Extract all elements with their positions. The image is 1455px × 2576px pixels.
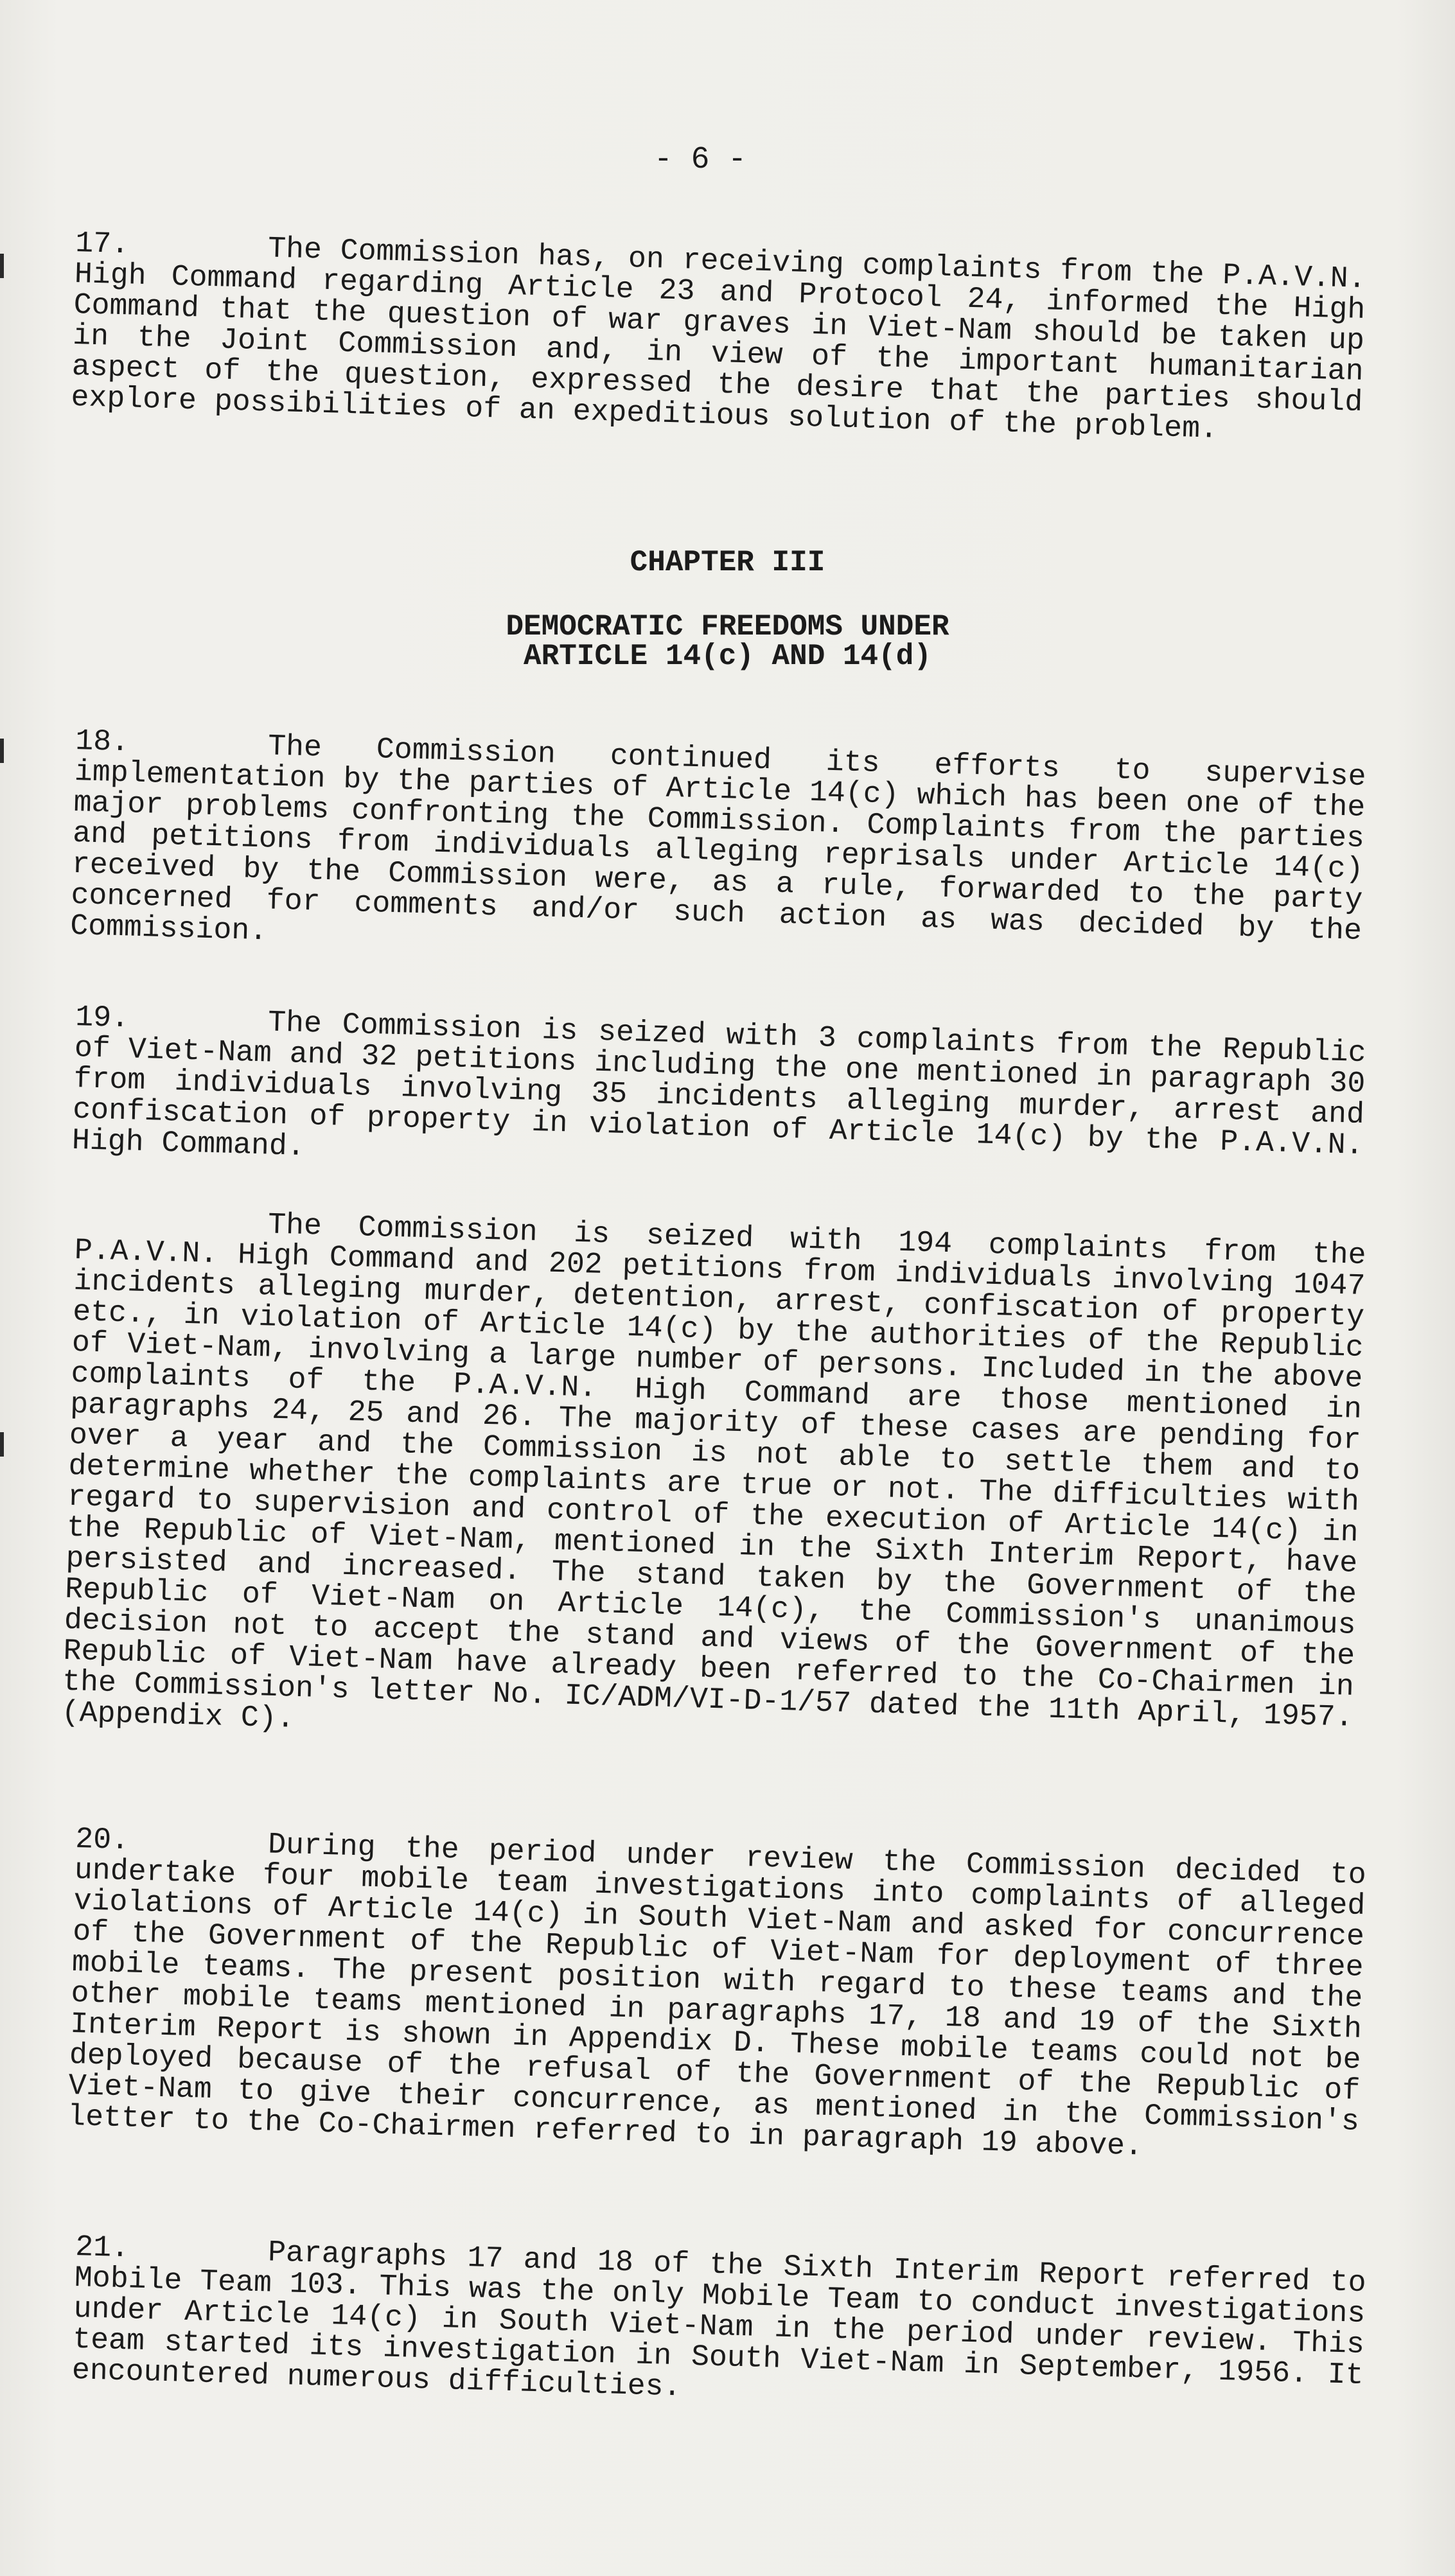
paragraph-text: During the period under review the Commission decided to undertake four mobile team investigations into complaints of alleged violations of Article 14(c) in South Viet-Nam and asked for concurrence of the Government of the Republic of Viet-Nam for deployment of three mobile teams. The present position with regard to these teams and the other mobile teams mentioned in paragraphs 17, 18 and 19 of the Sixth Interim Report is shown in Appendix D. These mobile teams could not be deployed because of the refusal of the Government of the Republic of Viet-Nam to give their concurrence, as mentioned in the Commission's letter to the Co-Chairmen referred to in paragraph 19 above. <box>67 1827 1367 2164</box>
paragraph-number: 21. <box>75 2230 130 2266</box>
paragraph-number: 19. <box>75 1000 130 1036</box>
chapter-title-line-2: ARTICLE 14(c) AND 14(d) <box>524 640 931 673</box>
paragraph-number: 17. <box>75 226 130 262</box>
paragraph-19 <box>71 1002 1366 1192</box>
paragraph-21 <box>71 2232 1366 2422</box>
paragraph-19-continued <box>61 1204 1366 1764</box>
paragraph-text: The Commission continued its efforts to supervise implementation by the parties of Article 14(c) which has been one of the major problems confronting the Commission. Complaints from the parties and petitions from individuals alleging reprisals under Article 14(c) received by the Commission were, as a rule, forwarded to the party concerned for comments and/or such action as was decided by the Commission. <box>69 729 1367 949</box>
paragraph-18 <box>70 726 1367 977</box>
paragraph-text: Paragraphs 17 and 18 of the Sixth Interim Report referred to Mobile Team 103. This was the only Mobile Team to conduct investigations under Article 14(c) in South Viet-Nam in the period under review. This team started its investigation in South Viet-Nam in September, 1956. It encountered numerous difficulties. <box>71 2235 1367 2405</box>
binding-mark <box>0 1432 4 1457</box>
chapter-label: CHAPTER III <box>630 546 825 579</box>
paragraph-17 <box>71 228 1366 449</box>
binding-mark <box>0 739 4 763</box>
binding-mark <box>0 254 4 278</box>
chapter-title-line-1: DEMOCRATIC FREEDOMS UNDER <box>506 610 949 644</box>
paragraph-text: The Commission is seized with 194 complaints from the P.A.V.N. High Command and 202 petitions from individuals involving 1047 incidents alleging murder, detention, arrest, confiscation of property etc., in violation of Article 14(c) by the authorities of the Republic of Viet-Nam, involving a large number of persons. Included in the above complaints of the P.A.V.N. High Command are those mentioned in paragraphs 24, 25 and 26. The majority of these cases are pending for over a year and the Commission is not able to settle them and to determine whether the complaints are true or not. The difficulties with regard to supervision and control of the execution of Article 14(c) in the Republic of Viet-Nam, mentioned in the Sixth Interim Report, have persisted and increased. The stand taken by the Government of the Republic of Viet-Nam on Article 14(c), the Commission's unanimous decision not to accept the stand and views of the Government of the Republic of Viet-Nam have already been referred to the Co-Chairmen in the Commission's letter No. IC/ADM/VI-D-1/57 dated the 11th April, 1957. (Appendix C). <box>61 1207 1367 1736</box>
paragraph-20 <box>67 1824 1367 2168</box>
paragraph-text: The Commission has, on receiving complaints from the P.A.V.N. High Command regarding Article 23 and Protocol 24, informed the High Command that the question of war graves in Viet-Nam should be taken up in the Joint Commission and, in view of the important humanitarian aspect of the question, expressed the desire that the parties should explore possibilities of an expeditious solution of the problem. <box>70 231 1367 446</box>
paragraph-text: The Commission is seized with 3 complaints from the Republic of Viet-Nam and 32 petitions including the one mentioned in paragraph 30 from individuals involving 35 incidents alleging murder, arrest and confiscation of property in violation of Article 14(c) by the P.A.V.N. High Command. <box>71 1005 1367 1164</box>
page-number: - 6 - <box>653 143 747 177</box>
paragraph-number: 20. <box>75 1822 130 1858</box>
paragraph-number: 18. <box>75 724 130 760</box>
paragraph-number <box>75 1227 268 1232</box>
